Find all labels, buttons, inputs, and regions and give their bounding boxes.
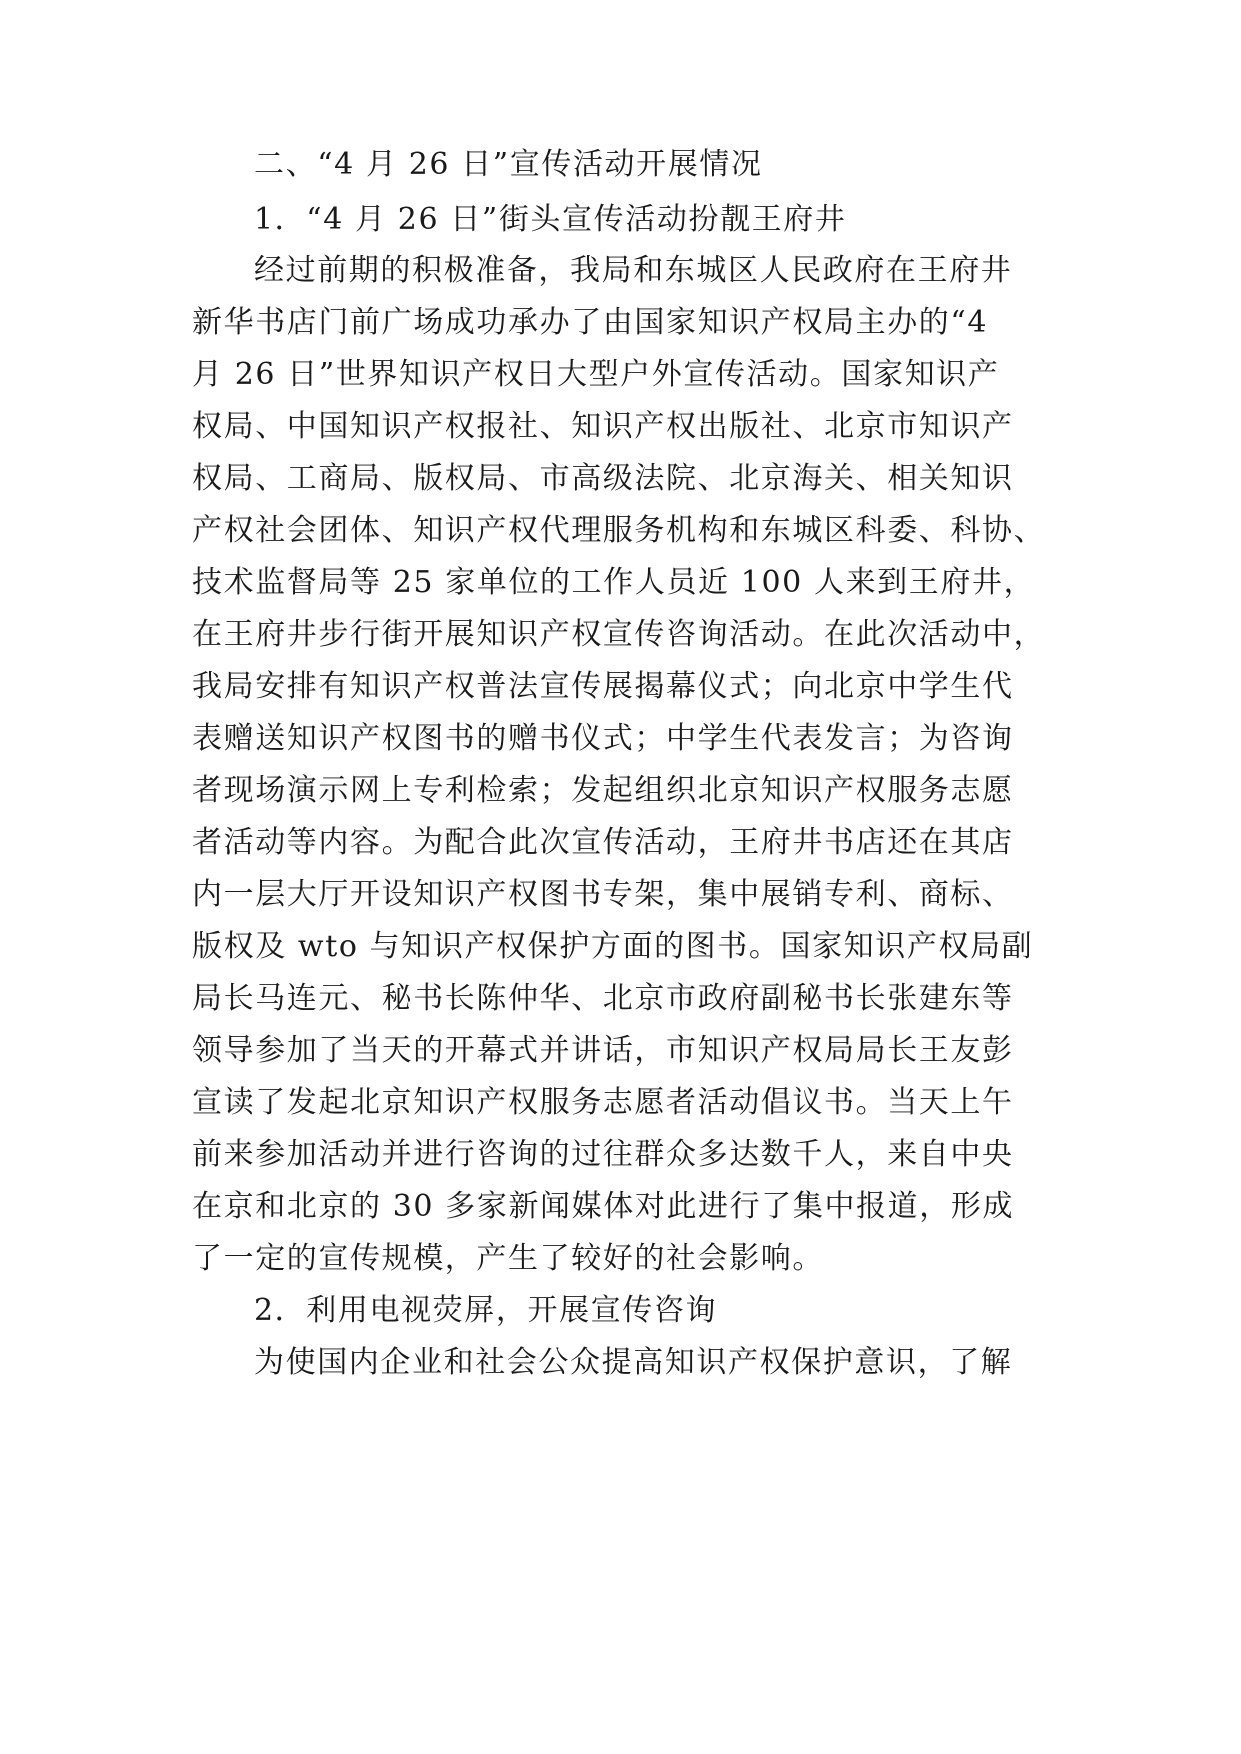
- paragraph-line: 我局安排有知识产权普法宣传展揭幕仪式；向北京中学生代: [192, 669, 1014, 704]
- paragraph-line: 者活动等内容。为配合此次宣传活动，王府井书店还在其店: [192, 825, 1014, 860]
- paragraph-line: 版权及 wto 与知识产权保护方面的图书。国家知识产权局副: [192, 929, 1034, 964]
- sub-heading: 1．“4 月 26 日”街头宣传活动扮靓王府井: [254, 202, 847, 237]
- paragraph-line: 经过前期的积极准备，我局和东城区人民政府在王府井: [254, 253, 1013, 288]
- paragraph-line: 为使国内企业和社会公众提高知识产权保护意识，了解: [254, 1345, 1013, 1380]
- paragraph-line: 新华书店门前广场成功承办了由国家知识产权局主办的“4: [192, 305, 989, 340]
- paragraph-line: 局长马连元、秘书长陈仲华、北京市政府副秘书长张建东等: [192, 981, 1014, 1016]
- paragraph-line: 内一层大厅开设知识产权图书专架，集中展销专利、商标、: [192, 877, 1014, 912]
- paragraph-line: 者现场演示网上专利检索；发起组织北京知识产权服务志愿: [192, 773, 1014, 808]
- paragraph-line: 产权社会团体、知识产权代理服务机构和东城区科委、科协、: [192, 513, 1046, 548]
- paragraph-line: 前来参加活动并进行咨询的过往群众多达数千人，来自中央: [192, 1137, 1014, 1172]
- paragraph-line: 权局、中国知识产权报社、知识产权出版社、北京市知识产: [192, 409, 1014, 444]
- section-heading: 二、“4 月 26 日”宣传活动开展情况: [254, 147, 763, 182]
- paragraph-line: 月 26 日”世界知识产权日大型户外宣传活动。国家知识产: [192, 357, 1000, 392]
- paragraph-line: 技术监督局等 25 家单位的工作人员近 100 人来到王府井，: [192, 565, 1036, 600]
- paragraph-line: 在王府井步行街开展知识产权宣传咨询活动。在此次活动中，: [192, 617, 1046, 652]
- sub-heading: 2．利用电视荧屏，开展宣传咨询: [254, 1293, 718, 1328]
- paragraph-line: 领导参加了当天的开幕式并讲话，市知识产权局局长王友彭: [192, 1033, 1014, 1068]
- paragraph-line: 在京和北京的 30 多家新闻媒体对此进行了集中报道，形成: [192, 1189, 1015, 1224]
- paragraph-line: 了一定的宣传规模，产生了较好的社会影响。: [192, 1241, 824, 1276]
- paragraph-line: 表赠送知识产权图书的赠书仪式；中学生代表发言；为咨询: [192, 721, 1014, 756]
- paragraph-line: 宣读了发起北京知识产权服务志愿者活动倡议书。当天上午: [192, 1085, 1014, 1120]
- paragraph-line: 权局、工商局、版权局、市高级法院、北京海关、相关知识: [192, 461, 1014, 496]
